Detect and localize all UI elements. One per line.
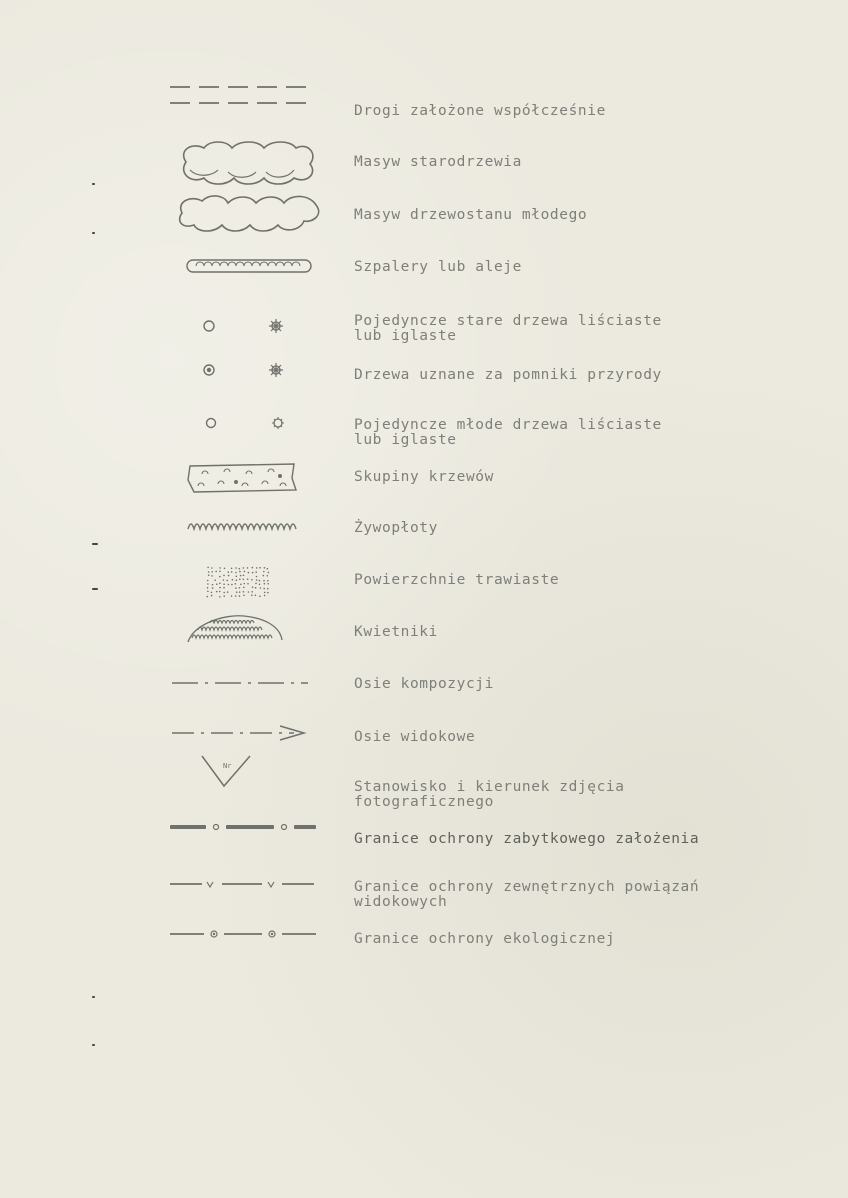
legend-label-flowerbeds: Kwietniki — [354, 624, 438, 640]
photo-marker-text: Nr — [223, 762, 232, 770]
dot-stipple-icon — [206, 566, 272, 598]
legend-label-view-boundary: Granice ochrony zewnętrznych powiązań widokowych — [354, 879, 700, 910]
legend-label-roads: Drogi założone współcześnie — [354, 103, 606, 119]
legend-label-alleys: Szpalery lub aleje — [354, 259, 522, 275]
small-circle-and-star-icon — [204, 414, 288, 432]
margin-speck — [92, 232, 95, 234]
margin-speck — [92, 543, 98, 545]
shrub-group-icon — [186, 462, 298, 494]
flowerbed-icon — [184, 612, 284, 648]
legend-label-hedges: Żywopłoty — [354, 520, 438, 536]
legend-label-shrubs: Skupiny krzewów — [354, 469, 494, 485]
legend-label-view-axes: Osie widokowe — [354, 729, 476, 745]
bead-chain-icon — [186, 259, 312, 273]
legend-label-comp-axes: Osie kompozycji — [354, 676, 494, 692]
cloud-scalloped-icon — [176, 193, 322, 237]
line-circle-marks-icon — [170, 928, 316, 940]
dash-dot-line-icon — [172, 680, 308, 686]
dashed-double-line-icon — [170, 84, 310, 108]
legend-label-young-trees: Masyw drzewostanu młodego — [354, 207, 588, 223]
legend-label-old-trees: Masyw starodrzewia — [354, 154, 522, 170]
legend-label-heritage-boundary: Granice ochrony zabytkowego założenia — [354, 831, 700, 847]
dash-dot-arrow-icon — [172, 725, 306, 741]
circle-and-star-icon — [202, 317, 286, 335]
dotted-circle-and-star-icon — [202, 361, 286, 379]
margin-speck — [92, 183, 95, 185]
margin-speck — [92, 588, 98, 590]
cloud-outline-icon — [178, 140, 316, 190]
legend-label-eco-boundary: Granice ochrony ekologicznej — [354, 931, 616, 947]
legend-label-photo-point: Stanowisko i kierunek zdjęcia fotograficznego — [354, 779, 625, 810]
legend-label-grass: Powierzchnie trawiaste — [354, 572, 560, 588]
legend-label-single-young: Pojedyncze młode drzewa liściaste lub iglaste — [354, 417, 662, 448]
bar-dot-line-icon — [170, 822, 316, 832]
line-v-marks-icon — [170, 878, 314, 890]
wavy-line-icon — [186, 517, 296, 533]
v-marker-icon — [200, 754, 252, 790]
legend-label-single-old: Pojedyncze stare drzewa liściaste lub iglaste — [354, 313, 662, 344]
margin-speck — [92, 996, 95, 998]
legend-label-monuments: Drzewa uznane za pomniki przyrody — [354, 367, 662, 383]
margin-speck — [92, 1044, 95, 1046]
